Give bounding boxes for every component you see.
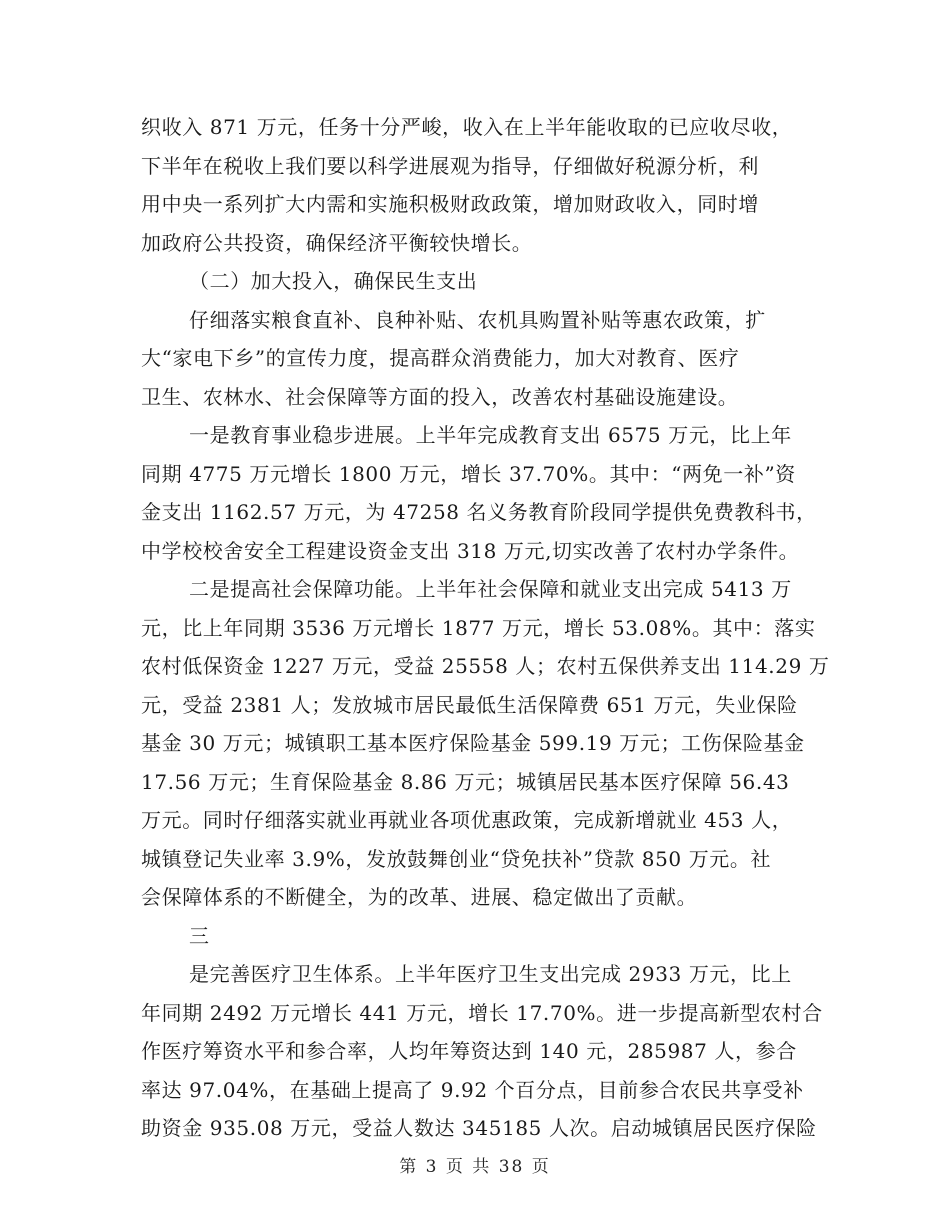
text-line: 会保障体系的不断健全，为的改革、进展、稳定做出了贡献。 — [141, 885, 698, 909]
text-line: 加政府公共投资，确保经济平衡较快增长。 — [141, 230, 533, 255]
paragraph-first-line: 是完善医疗卫生体系。上半年医疗卫生支出完成 2933 万元，比上 — [189, 962, 792, 986]
text-line: 城镇登记失业率 3.9%，发放鼓舞创业“贷免扶补”贷款 850 万元。社 — [141, 846, 772, 871]
text-line: 万元。同时仔细落实就业再就业各项优惠政策，完成新增就业 453 人， — [141, 808, 793, 832]
text-line: 用中央一系列扩大内需和实施积极财政政策，增加财政收入，同时增 — [141, 192, 759, 216]
paragraph-first-line: 二是提高社会保障功能。上半年社会保障和就业支出完成 5413 万 — [189, 577, 792, 601]
document-body — [141, 108, 830, 1148]
text-line: 大“家电下乡”的宣传力度，提高群众消费能力，加大对教育、医疗 — [141, 346, 740, 370]
text-line: 下半年在税收上我们要以科学进展观为指导，仔细做好税源分析，利 — [141, 153, 759, 178]
page-number-footer: 第 3 页 共 38 页 — [399, 1157, 551, 1177]
text-line: 元，比上年同期 3536 万元增长 1877 万元，增长 53.08%。其中：落实 — [141, 615, 816, 640]
text-line: 助资金 935.08 万元，受益人数达 345185 人次。启动城镇居民医疗保险 — [141, 1116, 817, 1140]
text-line: 元，受益 2381 人；发放城市居民最低生活保障费 651 万元，失业保险 — [141, 692, 798, 717]
text-line: 卫生、农林水、社会保障等方面的投入，改善农村基础设施建设。 — [141, 384, 739, 409]
text-line: 织收入 871 万元，任务十分严峻，收入在上半年能收取的已应收尽收， — [141, 115, 793, 139]
text-line: 17.56 万元；生育保险基金 8.86 万元；城镇居民基本医疗保障 56.43 — [141, 769, 790, 794]
text-line: 同期 4775 万元增长 1800 万元，增长 37.70%。其中：“两免一补”资 — [141, 461, 796, 486]
paragraph-first-line: 仔细落实粮食直补、良种补贴、农机具购置补贴等惠农政策，扩 — [189, 307, 766, 332]
text-line: 作医疗筹资水平和参合率，人均年筹资达到 140 元，285987 人，参合 — [141, 1039, 797, 1063]
text-line: 金支出 1162.57 万元，为 47258 名义务教育阶段同学提供免费教科书， — [141, 500, 817, 524]
text-line: 中学校校舍安全工程建设资金支出 318 万元,切实改善了农村办学条件。 — [141, 538, 800, 563]
paragraph-first-line: 三 — [189, 923, 210, 948]
text-line: 年同期 2492 万元增长 441 万元，增长 17.70%。进一步提高新型农村合 — [141, 1000, 823, 1025]
section-heading: （二）加大投入，确保民生支出 — [189, 269, 478, 293]
text-line: 率达 97.04%，在基础上提高了 9.92 个百分点，目前参合农民共享受补 — [141, 1077, 804, 1102]
text-line: 农村低保资金 1227 万元，受益 25558 人；农村五保供养支出 114.29 万 — [141, 654, 830, 678]
text-line: 基金 30 万元；城镇职工基本医疗保险基金 599.19 万元；工伤保险基金 — [141, 731, 805, 755]
paragraph-first-line: 一是教育事业稳步进展。上半年完成教育支出 6575 万元，比上年 — [189, 423, 792, 447]
